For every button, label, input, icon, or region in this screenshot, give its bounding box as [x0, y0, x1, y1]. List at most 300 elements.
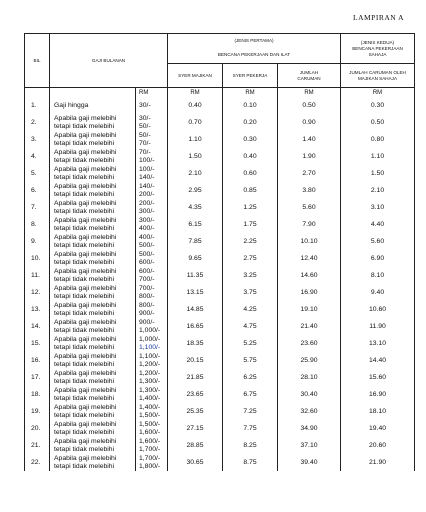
salary-condition-text: tetapi tidak melebihi: [54, 411, 115, 419]
employer-share: [168, 131, 223, 148]
salary-condition-text: Apabila gaji melebihi: [54, 454, 117, 462]
employer-share: [168, 369, 223, 386]
bencana-pekerjaan-ilat-header: BENCANA PEKERJAAN DAN ILAT: [168, 48, 341, 64]
contribution-table: [24, 33, 415, 471]
rm-label: RM: [223, 88, 278, 98]
employee-share-value: 8.75: [243, 458, 257, 466]
table-row: [25, 437, 415, 454]
salary-condition-text: Apabila gaji melebihi: [54, 165, 117, 173]
total-contribution-value: 5.60: [302, 203, 316, 211]
salary-condition-text: tetapi tidak melebihi: [54, 445, 115, 453]
rm-label: RM: [168, 88, 223, 98]
row-number-text: 14.: [31, 322, 41, 330]
row-number-text: 13.: [31, 305, 41, 313]
employer-only-contribution: [341, 216, 415, 233]
table-row: [25, 335, 415, 352]
employer-only-contribution: [341, 454, 415, 471]
total-contribution: [278, 454, 341, 471]
table-row: [25, 284, 415, 301]
employer-only-contribution: [341, 284, 415, 301]
salary-amount: [136, 267, 168, 284]
row-number-text: 8.: [31, 220, 37, 228]
salary-amount-text: 1,300/-: [139, 386, 161, 394]
employer-share-value: 18.35: [186, 339, 204, 347]
total-contribution-value: 34.90: [300, 424, 318, 432]
salary-amount: [136, 165, 168, 182]
jenis-kedua-header: [341, 34, 415, 64]
salary-condition-text: tetapi tidak melebihi: [54, 190, 115, 198]
row-number-text: 7.: [31, 203, 37, 211]
employer-share-value: 25.35: [186, 407, 204, 415]
employer-share-value: 20.15: [186, 356, 204, 364]
salary-amount: [136, 420, 168, 437]
employer-share-value: 27.15: [186, 424, 204, 432]
table-row: [25, 352, 415, 369]
salary-amount-text: 1,100/-: [139, 343, 161, 351]
employee-share: [223, 182, 278, 199]
salary-amount-text: 500/-: [139, 241, 155, 249]
employer-share-value: 7.85: [188, 237, 202, 245]
salary-condition: [50, 386, 136, 403]
salary-condition-text: tetapi tidak melebihi: [54, 292, 115, 300]
total-contribution: [278, 386, 341, 403]
total-contribution-value: 7.90: [302, 220, 316, 228]
employer-share-value: 16.65: [186, 322, 204, 330]
employer-share: [168, 216, 223, 233]
salary-amount: [136, 199, 168, 216]
row-number: [25, 182, 50, 199]
employer-share: [168, 148, 223, 165]
table-row: [25, 148, 415, 165]
row-number-text: 22.: [31, 458, 41, 466]
total-contribution: [278, 114, 341, 131]
total-contribution-value: 25.90: [300, 356, 318, 364]
employee-share-value: 0.85: [243, 186, 257, 194]
salary-amount-text: 300/-: [139, 216, 155, 224]
salary-amount-text: 1,000/-: [139, 335, 161, 343]
row-number: [25, 216, 50, 233]
employer-only-value: 21.90: [369, 458, 387, 466]
total-contribution: [278, 352, 341, 369]
employer-only-value: 2.10: [370, 186, 385, 194]
employee-share-value: 2.25: [243, 237, 257, 245]
salary-amount-text: 30/-: [139, 114, 151, 122]
employer-share: [168, 335, 223, 352]
salary-amount: [136, 301, 168, 318]
employer-share-value: 1.10: [188, 135, 202, 143]
employee-share: [223, 403, 278, 420]
salary-amount-text: 400/-: [139, 233, 155, 241]
total-contribution: [278, 369, 341, 386]
total-contribution-value: 3.80: [302, 186, 316, 194]
total-contribution: [278, 97, 341, 114]
total-contribution-value: 14.60: [300, 271, 318, 279]
employee-share-value: 3.75: [243, 288, 257, 296]
salary-condition-text: tetapi tidak melebihi: [54, 258, 115, 266]
salary-condition: [50, 437, 136, 454]
employer-only-value: 5.60: [370, 237, 385, 245]
employer-only-contribution: [341, 97, 415, 114]
employer-share: [168, 182, 223, 199]
table-row: [25, 165, 415, 182]
employer-share: [168, 420, 223, 437]
employee-share: [223, 284, 278, 301]
row-number-text: 6.: [31, 186, 37, 194]
employer-only-contribution: [341, 148, 415, 165]
salary-condition: [50, 165, 136, 182]
salary-condition-text: Apabila gaji melebihi: [54, 148, 117, 156]
total-contribution: [278, 420, 341, 437]
employee-share-value: 4.25: [243, 305, 257, 313]
salary-condition-text: tetapi tidak melebihi: [54, 207, 115, 215]
salary-amount-text: 140/-: [139, 182, 155, 190]
table-row: [25, 250, 415, 267]
total-contribution-value: 10.10: [300, 237, 318, 245]
table-row: [25, 114, 415, 131]
employee-share: [223, 114, 278, 131]
employee-share-value: 4.75: [243, 322, 257, 330]
salary-amount: [136, 454, 168, 471]
salary-amount: [136, 233, 168, 250]
salary-amount-text: 100/-: [139, 165, 155, 173]
jenis-pertama-header: [168, 34, 341, 48]
salary-amount-text: 1,800/-: [139, 462, 161, 470]
salary-amount-text: 30/-: [139, 101, 151, 109]
employer-only-contribution: [341, 250, 415, 267]
row-number-text: 2.: [31, 118, 37, 126]
salary-amount: [136, 352, 168, 369]
salary-amount-text: 800/-: [139, 292, 155, 300]
salary-condition-text: Apabila gaji melebihi: [54, 403, 117, 411]
salary-condition: [50, 250, 136, 267]
salary-condition-text: tetapi tidak melebihi: [54, 173, 115, 181]
employer-only-value: 0.80: [370, 135, 385, 143]
row-number: [25, 437, 50, 454]
salary-condition-text: tetapi tidak melebihi: [54, 122, 115, 130]
row-number-text: 19.: [31, 407, 41, 415]
salary-amount-text: 400/-: [139, 224, 155, 232]
salary-amount-text: 900/-: [139, 309, 155, 317]
syer-pekerja-header: SYER PEKERJA: [223, 64, 278, 88]
employer-only-value: 15.60: [369, 373, 387, 381]
employer-only-contribution: [341, 199, 415, 216]
employee-share-value: 5.25: [243, 339, 257, 347]
employee-share: [223, 97, 278, 114]
rm-label: RM: [278, 88, 341, 98]
salary-amount-text: 70/-: [139, 148, 151, 156]
employee-share: [223, 301, 278, 318]
salary-amount-text: 1,600/-: [139, 437, 161, 445]
employer-share-value: 6.15: [188, 220, 202, 228]
employer-only-value: 1.50: [370, 169, 385, 177]
salary-condition-text: Apabila gaji melebihi: [54, 318, 117, 326]
employer-share-value: 0.70: [188, 118, 202, 126]
total-contribution: [278, 148, 341, 165]
salary-condition: [50, 199, 136, 216]
employer-share-value: 2.95: [188, 186, 202, 194]
row-number: [25, 386, 50, 403]
salary-condition: [50, 284, 136, 301]
employee-share-value: 1.75: [243, 220, 257, 228]
employer-only-contribution: [341, 182, 415, 199]
employee-share: [223, 131, 278, 148]
table-row: [25, 369, 415, 386]
salary-condition-text: Apabila gaji melebihi: [54, 420, 117, 428]
salary-condition: [50, 182, 136, 199]
employee-share: [223, 420, 278, 437]
table-row: [25, 97, 415, 114]
employer-only-value: 4.40: [370, 220, 385, 228]
salary-condition: [50, 454, 136, 471]
total-contribution: [278, 403, 341, 420]
salary-condition-text: tetapi tidak melebihi: [54, 309, 115, 317]
salary-condition-text: Apabila gaji melebihi: [54, 182, 117, 190]
jumlah-caruman-majikan-label: JUMLAH CARUMAN OLEH MAJIKAN SAHAJA: [349, 69, 406, 81]
salary-condition-text: Apabila gaji melebihi: [54, 369, 117, 377]
employer-only-value: 6.90: [370, 254, 385, 262]
employer-only-contribution: [341, 233, 415, 250]
gaji-header: GAJI BULANAN: [50, 34, 168, 88]
employee-share-value: 6.25: [243, 373, 257, 381]
table-row: [25, 420, 415, 437]
employer-only-value: 8.10: [370, 271, 385, 279]
unit-row: [25, 88, 415, 98]
salary-amount-text: 500/-: [139, 250, 155, 258]
salary-condition-text: tetapi tidak melebihi: [54, 139, 115, 147]
salary-amount-text: 1,000/-: [139, 326, 161, 334]
salary-condition: [50, 335, 136, 352]
employer-share-value: 1.50: [188, 152, 202, 160]
total-contribution-value: 2.70: [302, 169, 316, 177]
row-number: [25, 352, 50, 369]
employer-share-value: 30.65: [186, 458, 204, 466]
row-number: [25, 114, 50, 131]
salary-amount-text: 50/-: [139, 131, 151, 139]
employee-share: [223, 335, 278, 352]
salary-amount-text: 600/-: [139, 267, 155, 275]
employer-only-contribution: [341, 301, 415, 318]
employer-share: [168, 403, 223, 420]
jumlah-caruman-header: [278, 64, 341, 88]
employer-share-value: 21.85: [186, 373, 204, 381]
salary-condition: [50, 403, 136, 420]
salary-amount: [136, 369, 168, 386]
salary-amount: [136, 250, 168, 267]
salary-condition: [50, 301, 136, 318]
rm-label: RM: [341, 88, 415, 98]
employee-share-value: 3.25: [243, 271, 257, 279]
jenis-pertama-label: (JENIS PERTAMA): [234, 37, 274, 43]
salary-amount: [136, 182, 168, 199]
salary-condition-text: Apabila gaji melebihi: [54, 335, 117, 343]
employee-share: [223, 352, 278, 369]
salary-condition-text: tetapi tidak melebihi: [54, 224, 115, 232]
table-row: [25, 233, 415, 250]
row-number: [25, 148, 50, 165]
employer-only-value: 9.40: [370, 288, 385, 296]
salary-condition-text: tetapi tidak melebihi: [54, 377, 115, 385]
employee-share: [223, 267, 278, 284]
total-contribution-value: 32.60: [300, 407, 318, 415]
salary-amount: [136, 131, 168, 148]
employer-share-value: 2.10: [188, 169, 202, 177]
employer-only-contribution: [341, 318, 415, 335]
row-number: [25, 403, 50, 420]
total-contribution-value: 1.40: [302, 135, 316, 143]
salary-condition-text: tetapi tidak melebihi: [54, 343, 115, 351]
row-number: [25, 233, 50, 250]
employer-only-value: 16.90: [369, 390, 387, 398]
employer-only-contribution: [341, 131, 415, 148]
jenis-kedua-label: (JENIS KEDUA): [360, 39, 395, 45]
salary-condition: [50, 233, 136, 250]
salary-amount-text: 200/-: [139, 199, 155, 207]
row-number: [25, 301, 50, 318]
employee-share: [223, 216, 278, 233]
employer-share: [168, 233, 223, 250]
salary-condition-text: Gaji hingga: [54, 101, 89, 109]
employer-only-value: 0.30: [370, 101, 385, 109]
total-contribution-value: 0.90: [302, 118, 316, 126]
salary-condition: [50, 267, 136, 284]
table-row: [25, 318, 415, 335]
employee-share: [223, 233, 278, 250]
total-contribution-value: 0.50: [302, 101, 316, 109]
employer-only-value: 20.60: [369, 441, 387, 449]
salary-condition-text: Apabila gaji melebihi: [54, 233, 117, 241]
salary-amount: [136, 386, 168, 403]
row-number: [25, 369, 50, 386]
salary-amount-text: 1,100/-: [139, 352, 161, 360]
total-contribution: [278, 131, 341, 148]
salary-amount-text: 700/-: [139, 284, 155, 292]
salary-condition-text: tetapi tidak melebihi: [54, 156, 115, 164]
bencana-pekerjaan-sahaja-label: BENCANA PEKERJAAN SAHAJA: [352, 45, 403, 57]
employer-share-value: 9.65: [188, 254, 202, 262]
employer-share: [168, 114, 223, 131]
total-contribution: [278, 182, 341, 199]
salary-amount: [136, 148, 168, 165]
salary-amount-text: 200/-: [139, 190, 155, 198]
employee-share: [223, 386, 278, 403]
salary-amount-text: 700/-: [139, 275, 155, 283]
salary-amount-text: 1,700/-: [139, 445, 161, 453]
employer-share: [168, 97, 223, 114]
total-contribution: [278, 267, 341, 284]
employee-share: [223, 250, 278, 267]
jumlah-caruman-label: JUMLAH CARUMAN: [297, 69, 321, 81]
salary-amount-text: 1,600/-: [139, 428, 161, 436]
salary-amount-text: 1,400/-: [139, 394, 161, 402]
employer-only-value: 13.10: [369, 339, 387, 347]
rm-label: RM: [136, 88, 168, 98]
salary-amount-text: 300/-: [139, 207, 155, 215]
salary-amount: [136, 335, 168, 352]
salary-condition: [50, 352, 136, 369]
salary-amount-text: 600/-: [139, 258, 155, 266]
employer-share: [168, 386, 223, 403]
salary-amount-text: 140/-: [139, 173, 155, 181]
employer-only-contribution: [341, 386, 415, 403]
employer-share: [168, 165, 223, 182]
row-number-text: 16.: [31, 356, 41, 364]
salary-condition-text: Apabila gaji melebihi: [54, 352, 117, 360]
row-number: [25, 284, 50, 301]
salary-amount: [136, 318, 168, 335]
employee-share-value: 8.25: [243, 441, 257, 449]
employee-share-value: 0.10: [243, 101, 257, 109]
employee-share: [223, 454, 278, 471]
salary-condition-text: tetapi tidak melebihi: [54, 241, 115, 249]
employer-share: [168, 437, 223, 454]
salary-condition: [50, 148, 136, 165]
salary-condition-text: Apabila gaji melebihi: [54, 216, 117, 224]
salary-condition: [50, 369, 136, 386]
employer-only-value: 18.10: [369, 407, 387, 415]
employer-only-contribution: [341, 420, 415, 437]
salary-amount-text: 50/-: [139, 122, 151, 130]
employer-share: [168, 284, 223, 301]
employer-only-contribution: [341, 267, 415, 284]
total-contribution-value: 19.10: [300, 305, 318, 313]
row-number-text: 20.: [31, 424, 41, 432]
total-contribution-value: 28.10: [300, 373, 318, 381]
salary-condition-text: tetapi tidak melebihi: [54, 360, 115, 368]
employer-share-value: 13.15: [186, 288, 204, 296]
row-number-text: 21.: [31, 441, 41, 449]
salary-condition-text: Apabila gaji melebihi: [54, 386, 117, 394]
salary-condition-text: tetapi tidak melebihi: [54, 326, 115, 334]
employer-only-contribution: [341, 352, 415, 369]
row-number-text: 17.: [31, 373, 41, 381]
row-number-text: 10.: [31, 254, 41, 262]
table-row: [25, 267, 415, 284]
total-contribution: [278, 301, 341, 318]
row-number: [25, 165, 50, 182]
total-contribution-value: 12.40: [300, 254, 318, 262]
employer-share: [168, 352, 223, 369]
row-number-text: 1.: [31, 101, 37, 109]
salary-amount: [136, 437, 168, 454]
total-contribution: [278, 318, 341, 335]
row-number-text: 12.: [31, 288, 41, 296]
employer-only-contribution: [341, 114, 415, 131]
employer-share: [168, 454, 223, 471]
total-contribution-value: 16.90: [300, 288, 318, 296]
bil-header: BIL: [25, 34, 50, 88]
employee-share-value: 6.75: [243, 390, 257, 398]
row-number: [25, 318, 50, 335]
employer-share-value: 4.35: [188, 203, 202, 211]
total-contribution-value: 23.60: [300, 339, 318, 347]
employer-share-value: 14.85: [186, 305, 204, 313]
total-contribution-value: 1.90: [302, 152, 316, 160]
salary-condition: [50, 97, 136, 114]
table-row: [25, 454, 415, 471]
employee-share: [223, 437, 278, 454]
total-contribution-value: 39.40: [300, 458, 318, 466]
row-number: [25, 267, 50, 284]
salary-condition-text: tetapi tidak melebihi: [54, 462, 115, 470]
employer-share: [168, 199, 223, 216]
employer-only-contribution: [341, 437, 415, 454]
salary-amount: [136, 114, 168, 131]
employer-share-value: 0.40: [188, 101, 202, 109]
salary-condition: [50, 131, 136, 148]
employer-only-contribution: [341, 165, 415, 182]
employer-share-value: 23.65: [186, 390, 204, 398]
salary-condition-text: Apabila gaji melebihi: [54, 199, 117, 207]
